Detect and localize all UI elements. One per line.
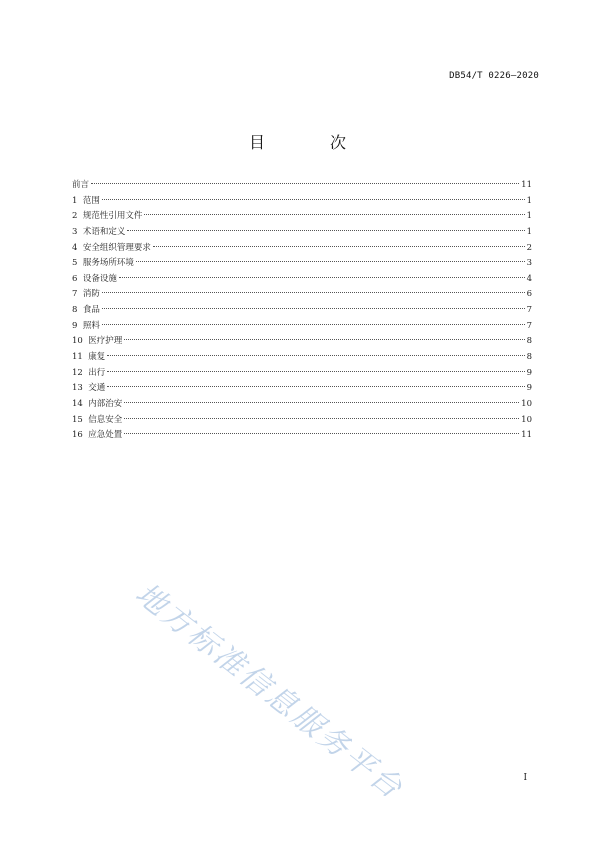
toc-entry-page: 1 bbox=[526, 211, 532, 222]
toc-entry-6[interactable] bbox=[72, 272, 532, 288]
toc-dot-leader bbox=[124, 418, 519, 419]
watermark: 地方标准信息服务平台 bbox=[128, 576, 411, 808]
toc-dot-leader bbox=[119, 277, 525, 278]
toc-entry-8[interactable] bbox=[72, 303, 532, 319]
toc-entry-label: 范围 bbox=[82, 195, 100, 206]
toc-entry-label: 应急处置 bbox=[88, 430, 123, 441]
toc-dot-leader bbox=[107, 371, 524, 372]
toc-entry-page: 8 bbox=[526, 336, 532, 347]
table-of-contents bbox=[72, 178, 532, 444]
toc-dot-leader bbox=[144, 214, 524, 215]
toc-entry-number: 9 bbox=[72, 320, 78, 331]
toc-entry-label: 安全组织管理要求 bbox=[82, 242, 151, 253]
toc-entry-label: 出行 bbox=[88, 367, 106, 378]
toc-entry-number: 12 bbox=[72, 367, 83, 378]
toc-dot-leader bbox=[153, 246, 525, 247]
toc-dot-leader bbox=[91, 183, 519, 184]
toc-entry-16[interactable] bbox=[72, 428, 532, 444]
toc-entry-label: 医疗护理 bbox=[88, 336, 123, 347]
toc-entry-page: 11 bbox=[521, 430, 532, 441]
toc-entry-3[interactable] bbox=[72, 225, 532, 241]
toc-entry-number: 16 bbox=[72, 430, 83, 441]
toc-dot-leader bbox=[127, 230, 524, 231]
toc-entry-page: 10 bbox=[521, 398, 532, 409]
toc-entry-page: 8 bbox=[526, 352, 532, 363]
toc-entry-label: 前言 bbox=[72, 180, 90, 190]
toc-entry-page: 10 bbox=[521, 414, 532, 425]
toc-entry-1[interactable] bbox=[72, 194, 532, 210]
toc-entry-label: 康复 bbox=[88, 352, 106, 363]
toc-dot-leader bbox=[102, 308, 525, 309]
toc-entry-7[interactable] bbox=[72, 287, 532, 303]
toc-entry-11[interactable] bbox=[72, 350, 532, 366]
toc-entry-label: 食品 bbox=[82, 305, 100, 316]
toc-entry-label: 信息安全 bbox=[88, 414, 123, 425]
toc-entry-page: 1 bbox=[526, 195, 532, 206]
toc-dot-leader bbox=[102, 199, 525, 200]
toc-dot-leader bbox=[107, 355, 524, 356]
toc-entry-page: 3 bbox=[526, 258, 532, 269]
toc-entry-10[interactable] bbox=[72, 334, 532, 350]
toc-entry-number: 7 bbox=[72, 289, 78, 300]
toc-entry-label: 术语和定义 bbox=[82, 226, 126, 237]
toc-entry-page: 9 bbox=[526, 367, 532, 378]
toc-entry-12[interactable] bbox=[72, 366, 532, 382]
toc-entry-foreword[interactable] bbox=[72, 178, 532, 194]
toc-entry-9[interactable] bbox=[72, 319, 532, 335]
toc-entry-15[interactable] bbox=[72, 413, 532, 429]
toc-entry-number: 11 bbox=[72, 352, 83, 363]
toc-entry-page: 2 bbox=[526, 242, 532, 253]
page-number: I bbox=[523, 773, 527, 783]
toc-dot-leader bbox=[102, 292, 525, 293]
toc-entry-number: 2 bbox=[72, 211, 78, 222]
toc-entry-page: 4 bbox=[526, 273, 532, 284]
toc-entry-13[interactable] bbox=[72, 381, 532, 397]
standard-code: DB54/T 0226—2020 bbox=[449, 71, 539, 81]
toc-entry-label: 内部治安 bbox=[88, 398, 123, 409]
toc-entry-label: 照料 bbox=[82, 320, 100, 331]
toc-entry-14[interactable] bbox=[72, 397, 532, 413]
toc-entry-number: 1 bbox=[72, 195, 78, 206]
toc-entry-page: 6 bbox=[526, 289, 532, 300]
toc-entry-label: 消防 bbox=[82, 289, 100, 300]
toc-entry-4[interactable] bbox=[72, 241, 532, 257]
toc-entry-label: 交通 bbox=[88, 383, 106, 394]
toc-entry-number: 8 bbox=[72, 305, 78, 316]
page-title: 目 次 bbox=[248, 133, 377, 152]
toc-entry-label: 服务场所环境 bbox=[82, 258, 134, 269]
toc-entry-number: 14 bbox=[72, 398, 83, 409]
toc-entry-number: 10 bbox=[72, 336, 83, 347]
toc-entry-page: 1 bbox=[526, 226, 532, 237]
toc-entry-page: 7 bbox=[526, 305, 532, 316]
toc-entry-label: 规范性引用文件 bbox=[82, 211, 143, 222]
toc-dot-leader bbox=[102, 324, 525, 325]
toc-entry-number: 15 bbox=[72, 414, 83, 425]
toc-entry-number: 4 bbox=[72, 242, 78, 253]
toc-entry-page: 9 bbox=[526, 383, 532, 394]
toc-entry-2[interactable] bbox=[72, 209, 532, 225]
toc-entry-page: 11 bbox=[521, 180, 532, 190]
toc-entry-number: 13 bbox=[72, 383, 83, 394]
toc-entry-number: 6 bbox=[72, 273, 78, 284]
toc-dot-leader bbox=[136, 261, 525, 262]
toc-dot-leader bbox=[124, 339, 524, 340]
toc-entry-label: 设备设施 bbox=[82, 273, 117, 284]
toc-entry-number: 5 bbox=[72, 258, 78, 269]
toc-entry-5[interactable] bbox=[72, 256, 532, 272]
toc-dot-leader bbox=[124, 433, 519, 434]
toc-dot-leader bbox=[124, 402, 519, 403]
toc-entry-number: 3 bbox=[72, 226, 78, 237]
toc-entry-page: 7 bbox=[526, 320, 532, 331]
toc-dot-leader bbox=[107, 386, 524, 387]
